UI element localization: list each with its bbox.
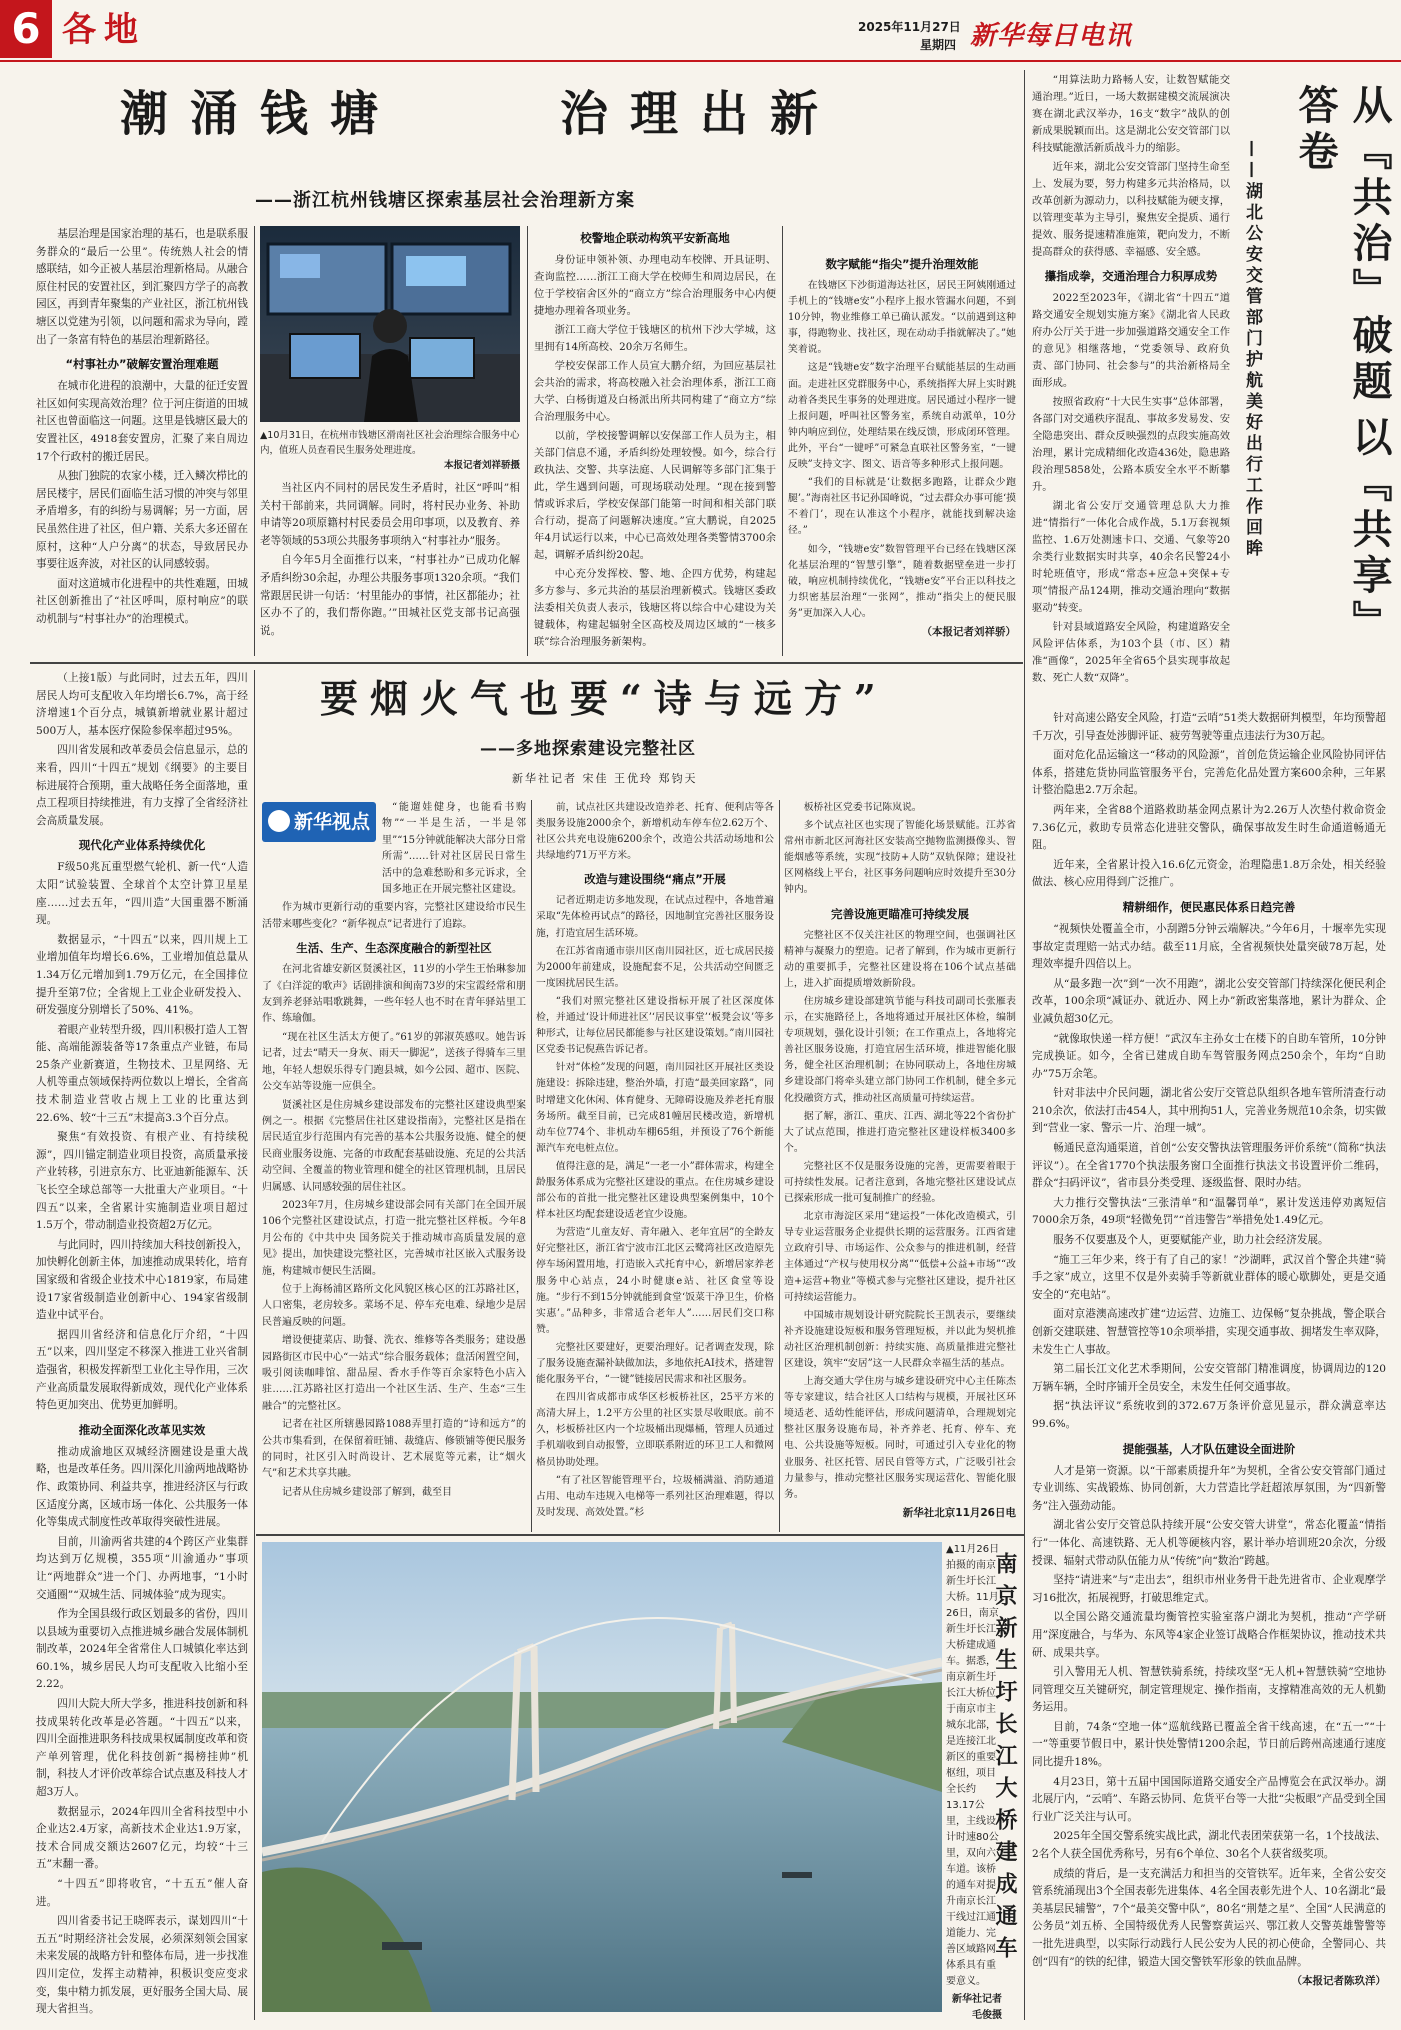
paragraph: 当社区内不同村的居民发生矛盾时，社区“呼叫”相关村干部前来，共同调解。同时，将村民办业务、补助申请等20项原籍村村民委员会用印事项，以及教育、养老等领域的53项公共服务事项纳入“村事社办”服务。 [260,482,520,547]
bridge-caption-text: ▲11月26日拍摄的南京新生圩长江大桥。11月26日，南京新生圩长江大桥建成通车。据悉，南京新生圩长江大桥位于南京市主城东北部，是连接江北新区的重要枢纽，项目全长约13.17公里，主线设计时速80公里，双向六车道。该桥的通车对提升南京长江干线过江通道能力、完善区域路网体系具有重要意义。 [946,1544,1000,1987]
paragraph: 推动成渝地区双城经济圈建设是重大战略，也是改革任务。四川深化川渝两地战略协作、政策协同、利益共享，推进经济区与行政区适度分离，区域市场一体化、公共服务一体化等集成式制度性改革取得突破性进展。 [36,1445,248,1529]
paragraph: 作为全国县级行政区划最多的省份，四川以县域为重要切入点推进城乡融合发展体制机制改革，2024年全省常住人口城镇化率达到60.1%，城乡居民人均可支配收入比缩小至2.22。 [36,1608,248,1691]
article3-title [1288,84,1396,644]
paragraph: 近年来，全省累计投入16.6亿元资金，治理隐患1.8万余处，相关经验做法、核心应用得到广泛推广。 [1032,858,1386,889]
paragraph: 按照省政府“十大民生实事”总体部署，各部门对交通秩序混乱、事故多发易发、安全隐患突出、群众反映强烈的点段实施高效治理，累计完成精细化改造436处，隐患路段治理5858处，公路本质安全水平不断攀升。 [1032,396,1230,493]
paragraph: 数据显示，“十四五”以来，四川规上工业增加值年均增长6.6%，工业增加值总量从1.34万亿元增加到1.79万亿元，在全国排位提升至第7位；全省规上工业企业研发投入、研发强度分别增长了50%、41%。 [36,933,248,1017]
photo-credit: 本报记者刘祥骄摄 [443,460,520,471]
article2-column-2 [536,800,774,1523]
column-rule [254,226,255,656]
bridge-vertical-title: 南京新生圩长江大桥建成通车 [992,1552,1018,1968]
paragraph: 板桥社区党委书记陈岚说。 [803,802,922,813]
column-rule [531,800,532,1532]
paragraph: 目前，川渝两省共建的4个跨区产业集群均达到万亿规模，355项“川渝通办”事项让“两地群众”进一个门、办两地事，“1小时交通圈”“双城生活、同城体验”成为现实。 [36,1535,248,1601]
photo-caption-text: ▲10月31日，在杭州市钱塘区滑南社区社会治理综合服务中心内，值班人员查看民生服务处理进度。 [260,430,520,456]
paragraph: “就像取快递一样方便！”武汉车主孙女士在楼下的自助车管所，10分钟完成换证。如今，全省已建成自助车驾管服务网点250余个，年均“自助办”75万余笔。 [1032,1032,1386,1080]
paragraph: 前，试点社区共建设改造养老、托育、便利店等各类服务设施2000余个，新增机动车停车位2.62万个、社区公共充电设施6200余个，改造公共活动场地和公共绿地约71万平方米。 [536,802,774,862]
article1-column-3 [534,230,776,653]
bridge-credit: 新华社记者毛俊摄 [952,1994,1002,2021]
column-rule [782,226,783,656]
paragraph: 浙江工商大学位于钱塘区的杭州下沙大学城，这里拥有14所高校、20余万名师生。 [534,324,776,353]
paragraph: 两年来，全省88个道路救助基金网点累计为2.26万人次垫付救命资金7.36亿元，救助专员常态化进驻交警队，确保事故发生时生命通道畅通无阻。 [1032,803,1386,852]
dateline-credit: 新华社北京11月26日电 [902,1506,1016,1519]
paragraph: 近年来，湖北公安交管部门坚持生命至上、发展为要，努力构建多元共治格局，以改革创新为源动力，以科技赋能为硬支撑，以管理变革为主导引，聚焦安全提质、通行提效、服务提速精准施策，靶向发力，不断提高群众的获得感、幸福感、安全感。 [1032,161,1230,258]
column-rule [779,800,780,1532]
paragraph: 以全国公路交通流量均衡管控实验室落户湖北为契机，推动“产学研用”深度融合，与华为、东风等4家企业签订战略合作框架协议，推动技术共研、成果共享。 [1032,1611,1386,1659]
paragraph: “有了社区智能管理平台，垃圾桶满溢、消防通道占用、电动车违规入电梯等一系列社区治理难题，得以及时发现、高效处置。”杉 [536,1474,774,1518]
header-rule [0,60,1401,62]
paragraph: “我们的目标就是‘让数据多跑路，让群众少跑腿’。”海南社区书记孙国峰说，“过去群众办事可能‘摸不着门’，现在认准这个小程序，就能找到解决途径。” [788,477,1016,537]
paragraph: 据四川省经济和信息化厅介绍，“十四五”以来，四川坚定不移深入推进工业兴省制造强省，积极发挥新型工业化主导作用，三次产业高质量发展取得新成效，现代化产业体系特色更加突出、优势更加鲜明。 [36,1328,248,1412]
paragraph: 以前，学校接警调解以安保部工作人员为主，相关部门信息不通，矛盾纠纷处理较慢。如今，综合行政执法、交警、共享法庭、人民调解等多部门汇集于此，学生遇到问题，可现场联动处理。“现在接到警情或诉求后，学校安保部门能第一时间和相关部门联合行动，提高了问题解决速度。”宣大鹏说，自2025年4月试运行以来，中心已高效处理各类警情3700余起，调解矛盾纠纷20起。 [534,430,776,561]
article2-column-1 [262,800,526,1503]
paragraph: 目前，74条“空地一体”巡航线路已覆盖全省干线高速，在“五一”“十一”等重要节假日中，累计快处警情1200余起，节日前后跨州高速通行速度同比提升18%。 [1032,1720,1386,1769]
paragraph: 完整社区要建好，更要治理好。记者调查发现，除了服务设施查漏补缺做加法，多地依托AI技术，搭建智能化服务平台，“一键”链接居民需求和社区服务。 [536,1341,774,1386]
article1-title-left: 潮涌钱塘 [120,86,401,142]
paragraph: 聚焦“有效投资、有根产业、有持续税源”，四川锚定制造业项目投资，高质量承接产业转移，引进京东方、比亚迪新能源车、沃飞长空全球总部等一大批重大产业项目。“十四五”以来，全省累计实施制造业项目超过1.5万个，带动制造业投资超2万亿元。 [36,1131,248,1232]
article1-column-2 [260,480,520,642]
paragraph: 增设便捷菜店、助餐、洗衣、维修等各类服务；建设愚园路街区市民中心“一站式”综合服务载体；盘活闲置空间，吸引阅读咖啡馆、甜品屋、香水手作等百余家特色小店入驻……江苏路社区打造出一个社区生活、生产、生态“三生融合”的完整社区。 [262,1335,526,1412]
article-divider [1024,70,1025,2020]
photo-caption [260,428,520,473]
section-heading: 生活、生产、生态深度融合的新型社区 [296,941,492,956]
column-rule [527,226,528,656]
article3-title-b: 以『共享』答卷 [1292,84,1393,626]
paragraph: 针对高速公路安全风险，打造“云哨”51类大数据研判模型，年均预警超千万次，引导查处涉脚评证、疲劳驾驶等重点违法行为30万起。 [1032,712,1386,742]
paragraph: 着眼产业转型升级，四川积极打造人工智能、高端能源装备等17条重点产业链，布局25条产业新赛道，生物技术、卫星网络、无人机等重点领域保持两位数以上增长，全省高技术制造业营收占规上工业的比重达到22.6%、较“十三五”末提高3.3个百分点。 [36,1023,248,1124]
article2-byline: 新华社记者 宋佳 王优玲 郑钧天 [512,772,698,785]
article2-column-3 [784,800,1016,1520]
paragraph: 与此同时，四川持续加大科技创新投入，加快孵化创新主体，加速推动成果转化，培育国家级和省级企业技术中心1819家，布局建设17家省级制造业创新中心、194家省级制造业中试平台。 [36,1238,248,1322]
paragraph: 四川省发展和改革委员会信息显示，总的来看，四川“十四五”规划《纲要》的主要目标进展符合预期，重大战略任务全面落地，重点工程项目持续推进，有力支撑了全省经济社会高质量发展。 [36,744,248,827]
paragraph: “用算法助力路畅人安，让数智赋能交通治理。”近日，一场大数据建模交流展演决赛在湖北武汉举办，16支“数字”战队的创新成果脱颖而出。这是湖北公安交管部门以科技赋能激活新质战斗力的缩影。 [1032,74,1230,154]
paragraph: 基层治理是国家治理的基石，也是联系服务群众的“最后一公里”。传统熟人社会的情感联结，如今正被人基层治理新格局。从融合原住村民的安置社区，到汇聚四方学子的高教园区，再到青年聚集的产业社区，浙江杭州钱塘区以党建为引领，以问题和需求为导向，蹚出了一条富有特色的基层治理新路径。 [36,228,248,346]
paragraph: 上海交通大学住房与城乡建设研究中心主任陈杰等专家建议，结合社区人口结构与规模，开展社区环境适老、适幼性能评估，形成问题清单，合理规划完整社区服务设施布局，补齐养老、托育、停车、充电、公共设施等短板。同时，可通过引入专业化的物业服务、社区托管、居民自管等方式，广泛吸引社会力量参与，推动完整社区服务实现运营化、智能化服务。 [784,1376,1016,1500]
paragraph: 坚持“请进来”与“走出去”，组织市州业务骨干赴先进省市、企业观摩学习16批次，拓展视野，打破思维定式。 [1032,1574,1386,1604]
paragraph: 面对危化品运输这一“移动的风险源”，首创危货运输企业风险协同评估体系，搭建危货协同监管服务平台，完善危化品处置方案600余种，三年累计整治隐患2.7万余起。 [1032,749,1386,797]
paragraph: “现在社区生活太方便了。”61岁的郭淑英感叹。她告诉记者，过去“晴天一身灰、雨天一脚泥”，送孩子得骑车三里地，年轻人想娱乐得专门跑县城，如今公园、超市、医院、公交车站等设施一应俱全。 [262,1031,526,1093]
paragraph: 在城市化进程的浪潮中，大量的征迁安置社区如何实现高效治理？位于河庄街道的田城社区也曾面临这一问题。这里是钱塘区最大的安置社区，4918套安置房，汇聚了来自周边17个行政村的搬迁居民。 [36,380,248,463]
paragraph: 在江苏省南通市崇川区南川园社区，近七成居民接为2000年前建成，设施配套不足，公共活动空间匮乏一度困扰居民生活。 [536,945,774,989]
article1-subtitle: ——浙江杭州钱塘区探索基层社会治理新方案 [255,190,635,211]
paragraph: 记者在社区所辖愚园路1088弄里打造的“诗和远方”的公共市集看到，在保留着旺铺、裁缝店、修锁铺等便民服务的同时，社区引入时尚设计、艺术展览等元素，让“烟火气”和艺术共享共融。 [262,1419,526,1480]
header-date: 2025年11月27日 [858,20,961,34]
section-heading: “村事社办”破解安置治理难题 [65,357,219,372]
paragraph: 引入警用无人机、智慧铁骑系统，持续攻坚“无人机+智慧铁骑”空地协同管理交互关键研究，制定管理规定、操作指南，支撑精准高效的无人机勤务运用。 [1032,1666,1386,1714]
paragraph: 四川大院大所大学多，推进科技创新和科技成果转化改革是必答题。“十四五”以来，四川全面推进职务科技成果权属制度改革和资产单列管理，优化科技创新“揭榜挂帅”机制，科技人才评价改革综合试点惠及科技人才超3万人。 [36,1698,248,1799]
paragraph: 湖北省公安厅交管总队持续开展“公安交管大讲堂”，常态化覆盖“情指行”一体化、高速铁路、无人机等硬核内容，累计举办培训班20余次，分级授课、辐射式带动队伍能力从“传统”向“数治”跨越。 [1032,1519,1386,1567]
paragraph: 大力推行交警执法“三张清单”和“温馨罚单”，累计发送违停劝离短信7000余万条，49项“轻微免罚”“首违警告”举措免处1.49亿元。 [1032,1196,1386,1227]
badge-label: 新华视点 [294,811,371,833]
paragraph: 针对非法中介民问题，湖北省公安厅交管总队组织各地车管所清查行动210余次，依法打击454人，其中刑拘51人，完善业务规范10余条，切实做到“营业一家、警示一片、治理一城”。 [1032,1087,1386,1135]
section-heading: 现代化产业体系持续优化 [78,838,206,853]
continued-column [36,670,248,2021]
paragraph: 第二届长江文化艺术季期间，公安交管部门精准调度，协调周边的120万辆车辆，全时序铺开全员安全，未发生任何交通事故。 [1032,1363,1386,1393]
paragraph: 身份证申领补领、办理电动车校牌、开具证明、查询监控……浙江工商大学在校师生和周边居民，在位于学校宿舍区外的“商立方”综合治理服务中心内便捷地办理着各项业务。 [534,254,776,317]
paragraph: 为营造“儿童友好、青年融入、老年宜居”的全龄友好完整社区，浙江省宁波市江北区云鹭湾社区改造原先停车场闲置用地，打造嵌入式托育中心，新增居家养老服务中心站点，24小时健康e站、社区食堂等设施。“步行不到15分钟就能到食堂‘饭菜干净卫生，价格实惠’。”品种多，非常适合老年人”……居民们交口称赞。 [536,1227,774,1335]
paragraph: 完整社区不仅是服务设施的完善，更需要着眼于可持续性发展。记者注意到，各地完整社区建设试点已探索形成一批可复制推广的经验。 [784,1160,1016,1205]
section-heading: 改造与建设围绕“痛点”开展 [584,872,726,887]
paragraph: 数据显示，2024年四川全省科技型中小企业达2.4万家，高新技术企业达1.9万家，技术合同成交额达2607亿元，均较“十三五”末翻一番。 [36,1805,248,1871]
paragraph: 据了解，浙江、重庆、江西、湖北等22个省份扩大了试点范围，推进打造完整社区建设样板3400多个。 [784,1110,1016,1154]
paragraph: “十四五”即将收官，“十五五”催人奋进。 [36,1878,248,1908]
section-name: 各地 [62,10,146,50]
paragraph: 值得注意的是，满足“一老一小”群体需求，构建全龄服务体系成为完整社区建设的重点。在住房城乡建设部公布的首批一批完整社区建设典型案例集中，10个样本社区均配套建设适老宜少设施。 [536,1160,774,1221]
paragraph: 自今年5月全面推行以来，“村事社办”已成功化解矛盾纠纷30余起，办理公共服务事项1320余项。“我们常跟居民讲一句话：‘村里能办的事情，社区都能办；社区办不了的，我们帮你跑。’”田城社区党支部书记高强说。 [260,554,520,637]
paragraph: 据“执法评议”系统收到的372.67万条评价意见显示，群众满意率达99.6%。 [1032,1400,1386,1430]
article1-column-4 [788,256,1016,639]
paragraph: 北京市海淀区采用“建运投”一体化改造模式，引导专业运营服务企业提供长期的运营服务。江西省建立政府引导、市场运作、公众参与的推进机制，经营主体通过“产权与使用权分离”“低偿+公益+市场”“改造+运营+物业”等模式参与完整社区建设，提升社区可持续运营能力。 [784,1211,1016,1303]
paragraph: 多个试点社区也实现了智能化场景赋能。江苏省常州市新北区河海社区安装高空抛物监测摄像头、智能烟感等系统，实现“技防+人防”双轨保障；建设社区网格线上平台，社区事务问题响应时效提升至30分钟内。 [784,820,1016,896]
paragraph: 位于上海杨浦区路所文化风貌区核心区的江苏路社区，人口密集，老房较多。菜场不足、停车充电难、绿地少是居民普遍反映的问题。 [262,1283,526,1328]
paragraph: 完整社区不仅关注社区的物理空间，也强调社区精神与凝聚力的塑造。记者了解到，作为城市更新行动的重要抓手，完整社区建设将在106个试点基础上，进入扩面提质增效新阶段。 [784,929,1016,989]
paragraph: 四川省委书记王晓晖表示，谋划四川“十五五”时期经济社会发展，必须深刻领会国家未来发展的战略方针和整体布局，进一步找准四川定位，发挥主动精神，积极识变应变求变，集中精力抓发展，更好服务全国大局、展现大省担当。 [36,1915,248,2016]
paragraph: “我们对照完整社区建设指标开展了社区深度体检，并通过‘设计师进社区’‘居民议事堂’‘板凳会议’等多种形式，让每位居民都能参与社区建设策划。”南川园社区党委书记倪燕告诉记者。 [536,995,774,1056]
paragraph: 记者近期走访多地发现，在试点过程中，各地普遍采取“先体检再试点”的路径，因地制宜完善社区服务设施，打造宜居生活环境。 [536,895,774,939]
paragraph: 2022至2023年，《湖北省“十四五”道路交通安全规划实施方案》《湖北省人民政府办公厅关于进一步加强道路交通安全工作的意见》相继落地，“党委领导、政府负责、部门协同、社会参与”的共治新格局全面形成。 [1032,292,1230,389]
article-divider [30,662,1023,664]
paragraph: “视频快处覆盖全市，小刮蹭5分钟云端解决。”今年6月，十堰率先实现事故定责理赔一站式办结。截至11月底，全省视频快处量突破78万起，处理效率提升四倍以上。 [1032,922,1386,971]
byline-credit: （本报记者刘祥骄） [921,625,1016,638]
paragraph: 服务不仅要惠及个人，更要赋能产业，助力社会经济发展。 [1053,1234,1329,1247]
section-heading: 数字赋能“指尖”提升治理效能 [825,257,979,271]
article3-top [1032,72,1230,689]
section-heading: 完善设施更瞄准可持续发展 [831,906,969,921]
article3-column [1032,710,1386,1988]
article-divider [256,1534,1024,1536]
section-heading: 提能强基，人才队伍建设全面进阶 [1122,1441,1296,1456]
paragraph: “能遛娃健身，也能看书购物”“一半是生活，一半是邻里”“15分钟就能解决大部分日常所需”……针对社区居民日常生活中的急难愁盼和多元诉求，全国多地正在开展完整社区建设。 [382,802,526,896]
paragraph: 这是“钱塘e安”数字治理平台赋能基层的生动画面。走进社区党群服务中心，系统指挥大屏上实时跳动着各类民生事务的处理进度。居民通过小程序一键上报问题，呼叫社区警务室，系统自动派单，10分钟内响应到位，处理结果在线反馈，形成闭环管理。此外，平台“一键呼”可紧急直联社区警务室，“一键反映”支持文字、图文、语音等多种形式上报问题。 [788,362,1016,471]
page-number: 6 [11,4,41,53]
paragraph: 面对京港澳高速改扩建“边运营、边施工、边保畅”复杂挑战，警企联合创新交建联建、智慧管控等10余项举措，实现交通事故、拥堵发生率双降，未发生亡人事故。 [1032,1308,1386,1356]
section-heading: 精耕细作，便民惠民体系日趋完善 [1122,899,1296,914]
paragraph: 在河北省雄安新区贤溪社区，11岁的小学生王怡琳参加了《白洋淀的歌声》话剧排演和闽南73岁的宋宝霞经常和朋友到养老驿站唱歌跳舞，一些年轻人也不时在青年驿站里工作、练瑜伽。 [262,964,526,1025]
section-heading: 攥指成拳，交通治理合力积厚成势 [1044,269,1218,283]
paragraph: （上接1版）与此同时，过去五年，四川居民人均可支配收入年均增长6.7%，高于经济增速1个百分点，城镇新增就业累计超过500万人，基本医疗保险参保率超过95%。 [36,672,248,737]
header-weekday: 星期四 [920,38,957,52]
paragraph: 作为城市更新行动的重要内容，完整社区建设给市民生活带来哪些变化？“新华视点”记者进行了追踪。 [262,902,526,930]
paragraph: 4月23日，第十五届中国国际道路交通安全产品博览会在武汉举办。湖北展厅内，“云哨”、车路云协同、危货平台等一大批“尖板眼”产品受到全国行业广泛关注与认可。 [1032,1775,1386,1823]
paragraph: 人才是第一资源。以“干部素质提升年”为契机，全省公安交管部门通过专业训练、实战锻炼、协同创新，大力营造比学赶超浓厚氛围，为“四新警务”注入强劲动能。 [1032,1464,1386,1512]
paragraph: 记者从住房城乡建设部了解到，截至目 [282,1486,452,1498]
paper-name: 新华每日电讯 [970,21,1133,51]
byline-credit: （本报记者陈玖洋） [1291,1975,1386,1988]
paragraph: 住房城乡建设部建筑节能与科技司副司长张雁表示，在实施路径上，各地将通过开展社区体检，编制专项规划，强化设计引领；在工作重点上，各地将完善社区服务设施，打造宜居生活环境，推进智能化服务，健全社区治理机制；在协同联动上，各地住房城乡建设部门将牵头建立部门协同工作机制，健全多元化投融资方式，推动社区高质量可持续运营。 [784,995,1016,1104]
page-number-box [0,0,52,58]
paragraph: 2023年7月，住房城乡建设部会同有关部门在全国开展106个完整社区建设试点，打造一批完整社区样板。今年8月公布的《中共中央 国务院关于推动城市高质量发展的意见》提出，加快建设完整社区，完善城市社区嵌入式服务设施，构建城市便民生活圈。 [262,1199,526,1277]
paragraph: F级50兆瓦重型燃气轮机、新一代“人造太阳”试验装置、全球首个太空计算卫星星座……过去五年，“四川造”大国重器不断涌现。 [36,861,248,927]
paragraph: 面对这道城市化进程中的共性难题，田城社区创新推出了“社区呼叫，原村响应”的联动机制与“村事社办”的治理模式。 [36,577,248,625]
section-heading: 校警地企联动构筑平安新高地 [580,231,730,245]
paragraph: 中国城市规划设计研究院院长王凯表示，要继续补齐设施建设短板和服务管理短板，并以此为契机推动社区治理机制创新：持续实施、高质量推进完整社区建设，筑牢“安居”这一人民群众幸福生活的基点。 [784,1309,1016,1369]
paragraph: “施工三年少来，终于有了自己的家！”沙湖畔，武汉首个警企共建“骑手之家”成立，这里不仅是外卖骑手等新就业群体的暖心歇脚处，更是交通安全的“充电站”。 [1032,1253,1386,1301]
control-room-photo [260,226,520,422]
article2-subtitle: ——多地探索建设完整社区 [480,739,696,759]
paragraph: 贤溪社区是住房城乡建设部发布的完整社区建设典型案例之一。根据《完整居住社区建设指南》，完整社区是指在居民适宜步行范围内有完善的基本公共服务设施、健全的便民商业服务设施、完备的市政配套基础设施、充足的公共活动空间、全覆盖的物业管理和健全的社区管理机制，且居民归属感、认同感较强的居住社区。 [262,1099,526,1193]
article1-column-1 [36,226,248,630]
paragraph: 2025年全国交警系统实战比武，湖北代表团荣获第一名，1个技战法、2名个人获全国优秀称号，另有6个单位、30名个人获省级奖项。 [1032,1830,1386,1861]
column-rule [254,670,255,2020]
paragraph: 从“最多跑一次”到“一次不用跑”，湖北公安交管部门持续深化便民利企改革，100余项“减证办、就近办、网上办”新政密集落地，累计为群众、企业减负超30亿元。 [1032,977,1386,1025]
paragraph: 湖北省公安厅交通管理总队大力推进“情指行”一体化合成作战，5.1万套视频监控、1.6万处测速卡口、交通、气象等20余类行业数据实时共享，40余名民警24小时轮班值守，形成“常态+应急+突保+专项”情报产品124期，推动交通治理向“数据驱动”转变。 [1032,500,1230,614]
paragraph: 成绩的背后，是一支充满活力和担当的交管铁军。近年来，全省公安交管系统涌现出3个全国表彰先进集体、4名全国表彰先进个人、10名湖北“最美基层民辅警”，7个“最美交警中队”，80名“荆楚之星”、全国“人民满意的公务员”刘五桥、全国特级优秀人民警察黄运兴、鄂江救人交警英雄警警等一批先进典型，以实际行动践行人民公安为人民的初心使命，全警同心、共创“四有”的铁的纪律，锻造大国交警铁军形象的铁血品牌。 [1032,1867,1386,1968]
article1-title-right: 治理出新 [560,86,841,142]
paragraph: 针对“体检”发现的问题，南川园社区开展社区类设施建设：拆除违建，整治外墙，打造“最美回家路”，同时增建文化休闲、体育健身、无障碍设施及养老托育服务场所。截至目前，已完成81幢居民楼改造，新增机动车位774个、非机动车棚65组，并预设了76个新能源汽车充电桩点位。 [536,1062,774,1154]
paragraph: 针对县域道路安全风险，构建道路安全风险评估体系，为103个县（市、区）精准“画像”，2025年全省65个县实现事故起数、死亡人数“双降”。 [1032,621,1230,684]
paragraph: 如今，“钱塘e安”数智管理平台已经在钱塘区深化基层治理的“智慧引擎”，随着数据壁垒进一步打破，响应机制持续优化，“钱塘e安”平台正以科技之力织密基层治理“一张网”，推动“指尖上的便民服务”更加深入人心。 [788,543,1016,619]
article3-title-a: 从『共治』破题 [1346,84,1393,406]
paragraph: 在钱塘区下沙街道海达社区，居民王阿姨刚通过手机上的“钱塘e安”小程序上报水管漏水问题，不到10分钟，物业维修工单已确认派发。“以前遇到这种事，得跑物业、找社区，现在动动手指就解决了。”她笑着说。 [788,280,1016,356]
paragraph: 畅通民意沟通渠道，首创“公安交警执法管理服务评价系统”（简称“执法评议”）。在全省1770个执法服务窗口全面推行执法文书设置评价二维码，群众“扫码评议”，省市县分类受理、逐级监督、限时办结。 [1032,1142,1386,1190]
article3-subtitle: ——湖北公安交管部门护航美好出行工作回眸 [1242,140,1262,560]
paragraph: 学校安保部工作人员宣大鹏介绍，为回应基层社会共治的需求，将高校融入社会治理体系，浙江工商大学、白杨街道及白杨派出所共同构建了“商立方”综合治理服务中心。 [534,360,776,423]
section-heading: 推动全面深化改革见实效 [78,1422,206,1437]
paragraph: 从独门独院的农家小楼，迁入鳞次栉比的居民楼宇，居民们面临生活习惯的冲突与邻里矛盾增多，有的纠纷与易调解；另一方面，居民虽然住进了社区，但户籍、关系大多还留在原村，这种“人户分离”的状态，导致居民办事要往返奔波，对社区的认同感较弱。 [36,470,248,571]
bridge-photo [262,1542,942,2012]
paragraph: 中心充分发挥校、警、地、企四方优势，构建起多方参与、多元共治的基层治理新模式。钱塘区委政法委相关负责人表示，钱塘区将以综合中心建设为关键载体，构建起辐射全区高校及周边区域的“一核多联”综合治理服务新架构。 [534,568,776,648]
article2-title: 要烟火气也要“诗与远方” [320,676,888,721]
paragraph: 在四川省成都市成华区杉板桥社区，25平方米的高清大屏上，1.2平方公里的社区实景尽收眼底。前不久，杉板桥社区内一个垃圾桶出现爆桶，管理人员通过手机端收到自动报警，立即联系附近的环卫工人和微网格员协助处理。 [536,1392,774,1468]
